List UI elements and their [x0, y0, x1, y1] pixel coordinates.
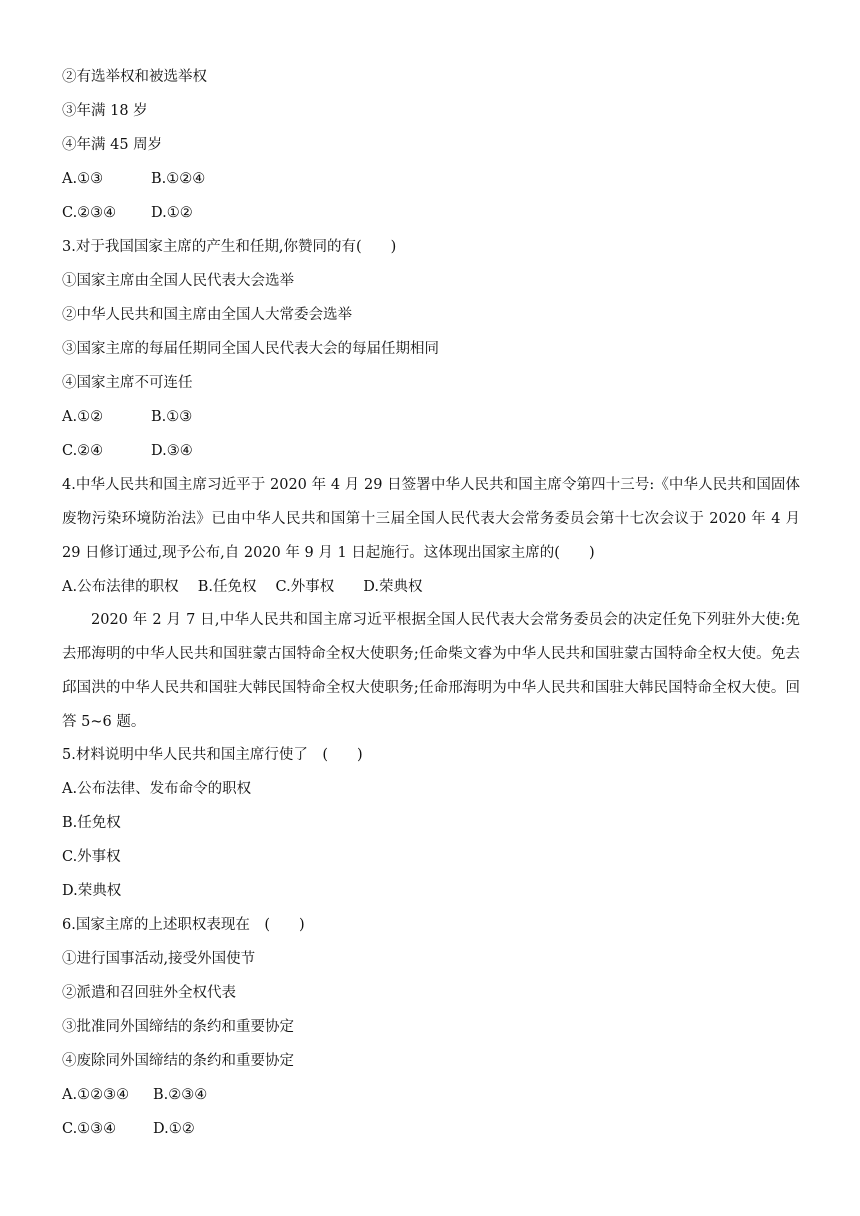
q2-option-a: A.①③ [62, 171, 104, 187]
q2-option-d: D.①② [151, 205, 193, 221]
q6-stem: 6.国家主席的上述职权表现在 ( ) [62, 917, 305, 933]
q3-options-row-2 [62, 441, 193, 461]
q6-options-row-1 [62, 1085, 208, 1105]
q6-option-a: A.①②③④ [62, 1087, 130, 1103]
q3-item-4: ④国家主席不可连任 [62, 375, 193, 391]
q6-item-1: ①进行国事活动,接受外国使节 [62, 951, 256, 967]
q2-item-3: ③年满 18 岁 [62, 103, 148, 119]
q3-option-d: D.③④ [151, 443, 193, 459]
q6-option-d: D.①② [153, 1121, 195, 1137]
q4-options: A.公布法律的职权 B.任免权 C.外事权 D.荣典权 [62, 579, 423, 595]
q3-item-2: ②中华人民共和国主席由全国人大常委会选举 [62, 307, 352, 323]
q6-options-row-2 [62, 1119, 195, 1139]
q3-option-b: B.①③ [151, 409, 193, 425]
q6-item-4: ④废除同外国缔结的条约和重要协定 [62, 1053, 294, 1069]
q3-item-1: ①国家主席由全国人民代表大会选举 [62, 273, 294, 289]
q3-option-a: A.①② [62, 409, 104, 425]
material-paragraph: 2020 年 2 月 7 日,中华人民共和国主席习近平根据全国人民代表大会常务委员会的决定任免下列驻外大使:免去邢海明的中华人民共和国驻蒙古国特命全权大使职务;任命柴文睿为中华人民共和国驻蒙古国特命全权大使。免去邱国洪的中华人民共和国驻大韩民国特命全权大使职务;任命邢海明为中华人民共和国驻大韩民国特命全权大使。回答 5~6 题。 [62, 612, 800, 730]
q2-item-2: ②有选举权和被选举权 [62, 69, 207, 85]
q6-option-b: B.②③④ [153, 1087, 208, 1103]
q5-option-a: A.公布法律、发布命令的职权 [62, 781, 252, 797]
q3-item-3: ③国家主席的每届任期同全国人民代表大会的每届任期相同 [62, 341, 439, 357]
q3-stem: 3.对于我国国家主席的产生和任期,你赞同的有( ) [62, 239, 397, 255]
q3-option-c: C.②④ [62, 443, 104, 459]
q4-stem: 4.中华人民共和国主席习近平于 2020 年 4 月 29 日签署中华人民共和国主席令第四十三号:《中华人民共和国固体废物污染环境防治法》已由中华人民共和国第十三届全国人民代表大会常务委员会第十七次会议于 2020 年 4 月 29 日修订通过,现予公布,自 2020 年 9 月 1 日起施行。这体现出国家主席的( ) [62, 477, 800, 561]
q6-item-2: ②派遣和召回驻外全权代表 [62, 985, 236, 1001]
q6-option-c: C.①③④ [62, 1121, 117, 1137]
q6-item-3: ③批准同外国缔结的条约和重要协定 [62, 1019, 294, 1035]
q2-option-c: C.②③④ [62, 205, 117, 221]
q5-option-c: C.外事权 [62, 849, 121, 865]
q2-option-b: B.①②④ [151, 171, 206, 187]
q2-item-4: ④年满 45 周岁 [62, 137, 163, 153]
q2-options-row-1 [62, 169, 206, 189]
q5-option-d: D.荣典权 [62, 883, 122, 899]
q5-stem: 5.材料说明中华人民共和国主席行使了 ( ) [62, 747, 363, 763]
q2-options-row-2 [62, 203, 193, 223]
q3-options-row-1 [62, 407, 193, 427]
q5-option-b: B.任免权 [62, 815, 121, 831]
